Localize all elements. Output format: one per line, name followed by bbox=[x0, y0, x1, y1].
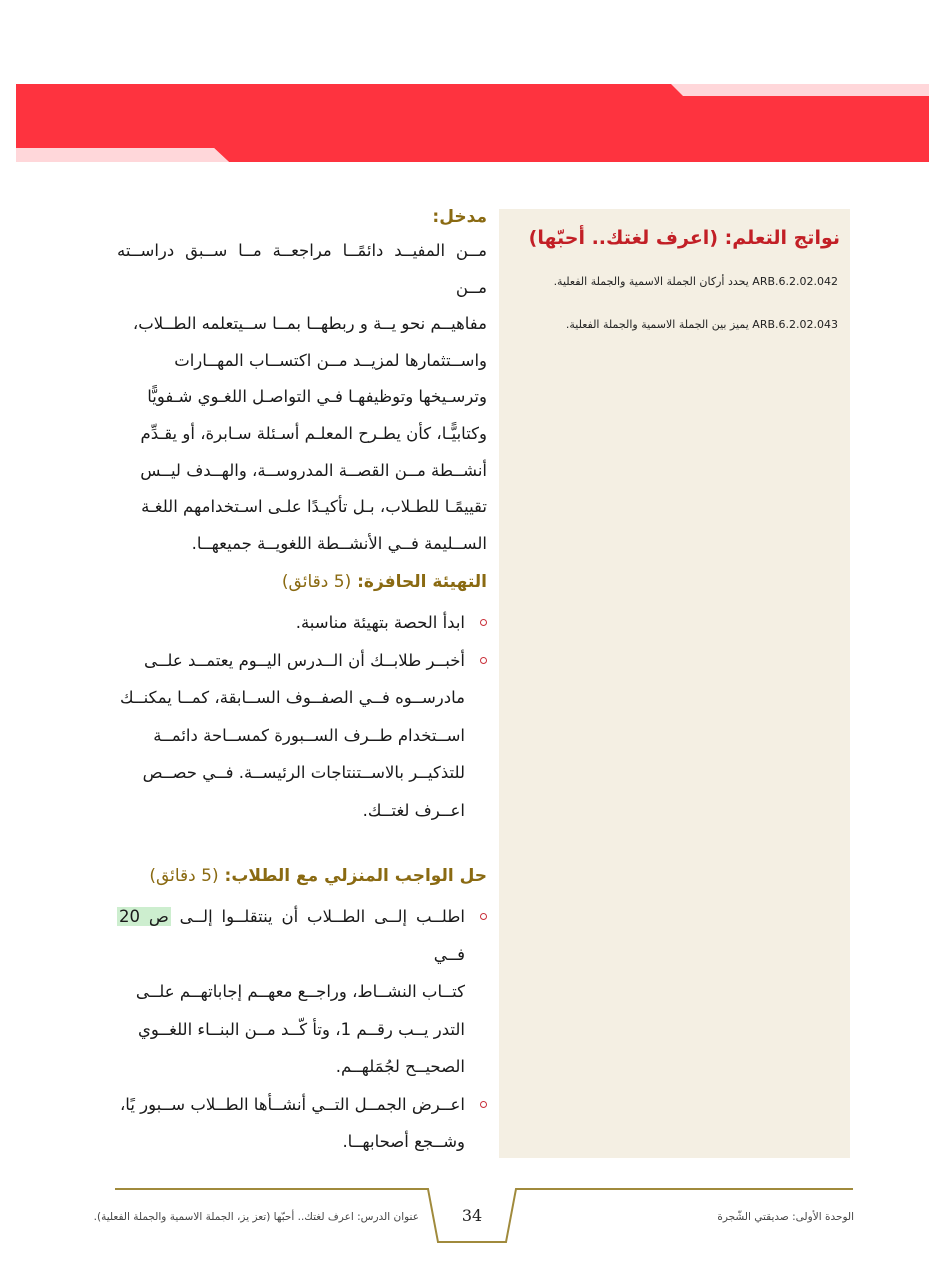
list-item bbox=[117, 1086, 487, 1161]
intro-paragraph bbox=[117, 233, 487, 562]
list-item bbox=[117, 604, 487, 642]
list-item-line: مادرســوه فــي الصفــوف الســابقة، كمــا يمكنــك bbox=[120, 688, 465, 707]
list-item-line: الصحيــح لجُمَلهــم. bbox=[335, 1057, 465, 1076]
outcome-item bbox=[508, 318, 838, 331]
homework-duration: (5 دقائق) bbox=[149, 866, 219, 886]
warmup-duration: (5 دقائق) bbox=[281, 572, 352, 592]
line-text: فــي bbox=[433, 944, 465, 964]
list-item-line: التدر يــب رقــم 1، وتأ كّــد مــن البنــاء اللغــوي bbox=[138, 1019, 465, 1039]
bullet-circle-icon bbox=[480, 1101, 487, 1108]
header-band bbox=[16, 84, 929, 162]
footer-lesson: عنوان الدرس: اعرف لغتك.. أحبّها (تعز يز، الجملة الاسمية والجملة الفعلية). bbox=[93, 1211, 419, 1223]
warmup-section bbox=[117, 572, 487, 829]
homework-heading bbox=[117, 866, 487, 886]
intro-line: وترسـيخها وتوظيفهـا فـي التواصـل اللغـوي شـفويًّا bbox=[147, 387, 487, 407]
line-text: اطلــب إلــى الطــلاب أن ينتقلــوا إلــى bbox=[179, 907, 465, 926]
intro-line: تقييمًـا للطـلاب، بـل تأكيـدًا علـى اسـتخدامهم اللغـة bbox=[141, 497, 487, 517]
homework-section bbox=[117, 866, 487, 1161]
bullet-circle-icon bbox=[480, 657, 487, 664]
list-item bbox=[117, 642, 487, 830]
list-item bbox=[117, 898, 487, 1086]
list-item-line: أخبــر طلابــك أن الــدرس اليــوم يعتمــد علــى bbox=[143, 650, 465, 670]
intro-line: مفاهيــم نحو يــة و ربطهــا بمــا ســيتعلمه الطــلاب، bbox=[132, 314, 487, 334]
band-bottom-stripe bbox=[16, 148, 229, 162]
homework-list bbox=[117, 898, 487, 1161]
intro-section bbox=[117, 207, 487, 562]
list-item-line: اعــرف لغتــك. bbox=[362, 800, 465, 820]
outcome-item bbox=[508, 275, 838, 288]
list-item-line: اســتخدام طــرف الســبورة كمســاحة دائمــة bbox=[153, 725, 465, 745]
outcomes-panel bbox=[499, 209, 850, 1158]
page-reference-highlight: ص 20 bbox=[119, 907, 169, 926]
outcome-text: يميز بين الجملة الاسمية والجملة الفعلية. bbox=[565, 318, 749, 331]
list-item-line: كتــاب النشــاط، وراجــع معهــم إجاباتهــم علــى bbox=[135, 982, 465, 1001]
list-item-line bbox=[117, 898, 465, 973]
warmup-list bbox=[117, 604, 487, 829]
band-top-stripe bbox=[671, 84, 929, 96]
bullet-circle-icon bbox=[480, 619, 487, 626]
list-item-line: اعــرض الجمــل التــي أنشــأها الطــلاب ســبور يًا، bbox=[119, 1094, 465, 1114]
outcomes-title: نواتج التعلم: (اعرف لغتك.. أحبّها) bbox=[528, 227, 840, 249]
bullet-circle-icon bbox=[480, 913, 487, 920]
intro-line: واســتثمارها لمزيــد مــن اكتســاب المهــارات bbox=[174, 350, 487, 370]
intro-line: أنشــطة مــن القصــة المدروســة، والهــدف ليــس bbox=[140, 460, 487, 480]
page-number: 34 bbox=[461, 1206, 483, 1225]
footer-unit: الوحدة الأولى: صديقتي الشّجرة bbox=[717, 1211, 854, 1223]
intro-line: وكتابيًّـا، كأن يطـرح المعلـم أسـئلة سـابرة، أو يقـدِّم bbox=[140, 423, 487, 443]
intro-line: الســليمة فــي الأنشــطة اللغويــة جميعهــا. bbox=[191, 533, 487, 553]
list-item-text: ابدأ الحصة بتهيئة مناسبة. bbox=[295, 613, 465, 632]
intro-heading: مدخل: bbox=[432, 207, 487, 227]
warmup-title: التهيئة الحافزة: bbox=[357, 572, 487, 592]
outcome-code: ARB.6.2.02.043 bbox=[752, 318, 838, 331]
list-item-line: وشــجع أصحابهــا. bbox=[342, 1132, 465, 1151]
outcome-code: ARB.6.2.02.042 bbox=[752, 275, 838, 288]
intro-line: مــن المفيــد دائمًــا مراجعــة مــا ســبق دراســته مــن bbox=[117, 241, 487, 297]
list-item-line: للتذكيــر بالاســتنتاجات الرئيســة. فــي حصــص bbox=[142, 763, 465, 782]
header-band-shape bbox=[16, 84, 929, 162]
warmup-heading bbox=[117, 572, 487, 592]
outcome-text: يحدد أركان الجملة الاسمية والجملة الفعلية. bbox=[553, 275, 749, 288]
homework-title: حل الواجب المنزلي مع الطلاب: bbox=[224, 866, 487, 886]
